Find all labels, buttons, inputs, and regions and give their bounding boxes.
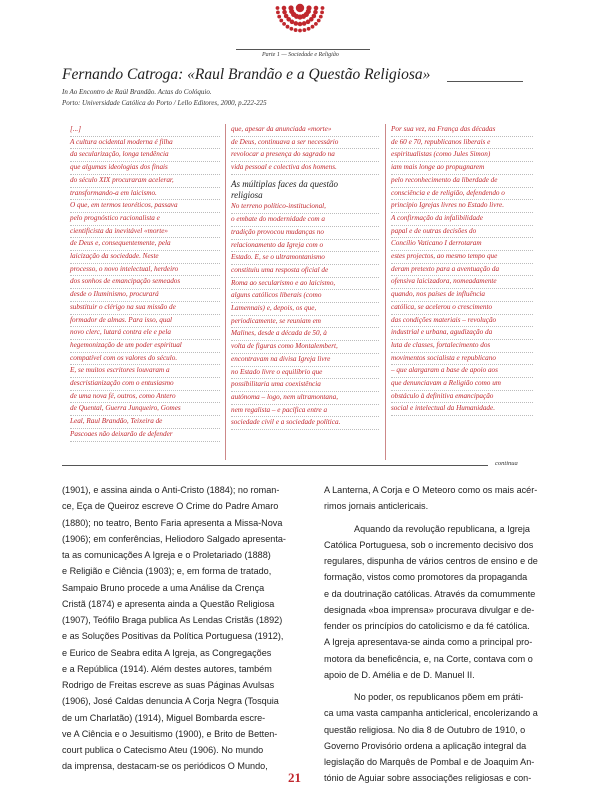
- excerpt-line: católica, se acelerou o crescimento: [391, 302, 533, 315]
- column-divider: [225, 124, 226, 460]
- excerpt-line: substituir o clérigo na sua missão de: [70, 302, 220, 315]
- excerpt-line: Concílio Vaticano I derrotaram: [391, 238, 533, 251]
- body-line: Cristã (1874) e apresenta ainda a Questão Religiosa: [62, 598, 275, 609]
- excerpt-line: compatível com os valores do século.: [70, 353, 220, 366]
- logo-dot: [314, 22, 318, 26]
- body-line: A Lanterna, A Corja e O Meteoro como os mais acér-: [324, 485, 538, 495]
- body-line: e da doutrinação católicas. Através da comummente: [324, 588, 536, 599]
- excerpt-line: Malines, desde a década de 50, à: [231, 328, 379, 341]
- logo-dot: [282, 6, 287, 11]
- body-line: ta as comunicações A Igreja e o Proletariado (1888): [62, 550, 271, 560]
- excerpt-line: constituiu uma resposta oficial de: [231, 265, 379, 278]
- excerpt-line: no Estado livre o equilíbrio que: [231, 367, 379, 380]
- body-line: ce, Eça de Queiroz escreve O Crime do Padre Amaro: [62, 501, 279, 512]
- body-line: (1906); em conferências, Heliodoro Salgado apresenta-: [62, 533, 286, 544]
- excerpt-line: que denunciavam a Religião como um: [391, 378, 533, 391]
- excerpt-line: vida pessoal e colectiva dos homens.: [231, 162, 379, 175]
- excerpt-line: de Deus, continuava a ser necessário: [231, 137, 379, 150]
- excerpt-line: desde o Iluminismo, procurará: [70, 289, 220, 302]
- logo-dot: [320, 10, 324, 14]
- body-line: No poder, os republicanos põem em práti-: [354, 692, 524, 702]
- excerpt-line: nem regalista – e pacífica entre a: [231, 405, 379, 418]
- excerpt-line: de Quental, Guerra Junqueiro, Gomes: [70, 403, 220, 416]
- excerpt-line: autónoma – logo, nem ultramontana,: [231, 392, 379, 405]
- body-line: e a República (1914). Além destes autores, também: [62, 663, 272, 674]
- excerpt-line: descristianização com o entusiasmo: [70, 378, 220, 391]
- excerpt-line: E, se muitos escritores louvaram a: [70, 365, 220, 378]
- logo-dot: [286, 25, 290, 29]
- excerpt-line: social e intelectual da Humanidade.: [391, 403, 533, 416]
- source-line: In Ao Encontro de Raúl Brandão. Actas do Colóquio.: [62, 88, 212, 96]
- body-line: e as Soluções Positivas da Política Portuguesa (1912),: [62, 631, 284, 642]
- logo-dot: [302, 28, 306, 32]
- excerpt-line: deram pretexto para a aventuação da: [391, 264, 533, 277]
- column-divider: [385, 124, 386, 460]
- body-line: regulares, dispunha de vários centros de ensino e de: [324, 556, 538, 566]
- excerpt-line: Leal, Raul Brandão, Teixeira de: [70, 416, 220, 429]
- excerpt-line: que, apesar da anunciada «morte»: [231, 124, 379, 137]
- excerpt-line: o embate do modernidade com a: [231, 214, 379, 227]
- excerpt-line: estes projectos, ao mesmo tempo que: [391, 251, 533, 264]
- excerpt-line: A confirmação da infalibilidade: [391, 213, 533, 226]
- excerpt-line: Pascoaes não deixarão de defender: [70, 429, 220, 442]
- excerpt-column-3: [391, 124, 533, 416]
- body-line: Rodrigo de Freitas escreve as suas Páginas Avulsas: [62, 680, 275, 690]
- body-line: (1880); no teatro, Bento Faria apresenta a Missa-Nova: [62, 517, 283, 528]
- excerpt-line: sociedade civil e a sociedade política.: [231, 417, 379, 430]
- excerpt-line: luta de classes, fortalecimento dos: [391, 340, 533, 353]
- excerpt-line: [...]: [70, 124, 220, 137]
- excerpt-line: relacionamento da Igreja com o: [231, 240, 379, 253]
- body-line: (1906), José Caldas denuncia A Corja Negra (Tosquia: [62, 696, 279, 707]
- logo-dot: [311, 25, 315, 29]
- excerpt-line: de uma nova fé, outros, como Antero: [70, 391, 220, 404]
- logo-dot: [314, 6, 319, 11]
- logo-dot: [282, 22, 286, 26]
- body-line: motora da beneficência, e, na Corte, contava com o: [324, 653, 533, 664]
- excerpt-line: papal e de outras decisões do: [391, 226, 533, 239]
- excerpt-line: revolocar a presença do sagrado na: [231, 149, 379, 162]
- logo-dot: [288, 5, 293, 10]
- excerpt-line: encontravam na divisa Igreja livre: [231, 354, 379, 367]
- body-line: e Eurico de Seabra edita A Igreja, as Congregações: [62, 647, 272, 658]
- body-line: formação, vistos como promotores da propaganda: [324, 572, 528, 583]
- logo-dot: [317, 19, 321, 23]
- excerpt-line: ofensiva laicizadora, nomeadamente: [391, 276, 533, 289]
- logo-dot: [277, 15, 281, 19]
- excerpt-column-1: [70, 124, 220, 442]
- body-line: ca uma vasta campanha anticlerical, encolerizando a: [324, 708, 538, 719]
- excerpt-line: princípio Igrejas livres no Estado livre.: [391, 200, 533, 213]
- body-line: tónio de Aguiar sobre associações religiosas e con-: [324, 773, 532, 784]
- body-line: legislação do Marquês de Pombal e de Joaquim An-: [324, 757, 535, 767]
- excerpt-line: – que alargaram a base de apoio aos: [391, 365, 533, 378]
- body-line: e Religião e Ciência (1903); e, em forma de tratado,: [62, 566, 272, 577]
- excerpt-line: Roma ao secularismo e ao laicismo,: [231, 278, 379, 291]
- body-line: (1907), Teófilo Braga publica As Lendas Cristãs (1892): [62, 615, 283, 625]
- excerpt-line: Por sua vez, na França das décadas: [391, 124, 533, 137]
- page-number: 21: [288, 770, 301, 785]
- excerpt-column-2: [231, 124, 379, 430]
- excerpt-line: pelo reconhecimento da liberdade de: [391, 175, 533, 188]
- excerpt-line: consciência e de religião, defendendo o: [391, 188, 533, 201]
- body-line: Governo Provisório ordena a aplicação integral da: [324, 740, 527, 751]
- excerpt-line: alguns católicos liberais (como: [231, 290, 379, 303]
- excerpt-line: das condições materiais – revolução: [391, 315, 533, 328]
- source-line: Porto: Universidade Católica do Porto / Lello Editores, 2000, p.222-225: [62, 99, 267, 107]
- excerpt-line: processo, o novo intelectual, herdeiro: [70, 264, 220, 277]
- excerpt-line: Estado. E, se o ultramontanismo: [231, 252, 379, 265]
- body-line: rimos jornais anticlericais.: [324, 501, 429, 512]
- body-line: de um Charlatão) (1914), Miguel Bombarda escre-: [62, 712, 266, 723]
- excerpt-line: espiritualistas (como Jules Simon): [391, 149, 533, 162]
- body-line: apoio de D. Amélia e de D. Manuel II.: [324, 669, 475, 680]
- article-title: Fernando Catroga: «Raul Brandão e a Questão Religiosa»: [62, 66, 431, 83]
- excerpt-line: da secularização, longa tendência: [70, 149, 220, 162]
- excerpt-line: industrial e urbana, agudização da: [391, 327, 533, 340]
- excerpt-line: cientificista da inevitável «morte»: [70, 226, 220, 239]
- excerpt-line: movimentos socialista e republicano: [391, 353, 533, 366]
- body-line: designada «boa imprensa» procurava divulgar e de-: [324, 604, 535, 615]
- logo-dot: [298, 22, 303, 27]
- logo-dot: [289, 27, 293, 31]
- excerpt-line: iam mais longe ao propugnarem: [391, 162, 533, 175]
- excerpt-line: pelo prognóstico racionalista e: [70, 213, 220, 226]
- body-line: fender os princípios do catolicismo e da fé católica.: [324, 621, 530, 631]
- excerpt-line: O que, em termos teoréticos, passava: [70, 200, 220, 213]
- excerpt-line: novo clerc, lutará contra ele e pela: [70, 327, 220, 340]
- excerpt-line: tradição provocou mudanças no: [231, 227, 379, 240]
- excerpt-line: de 60 e 70, republicanos liberais e: [391, 137, 533, 150]
- excerpt-line: de Deus e, consequentemente, pela: [70, 238, 220, 251]
- excerpt-line: hegemonização de um poder espiritual: [70, 340, 220, 353]
- red-dots-logo: [270, 0, 330, 50]
- section-rule: [236, 49, 370, 50]
- body-line: Aquando da revolução republicana, a Igreja: [354, 523, 530, 534]
- logo-dot: [276, 6, 280, 10]
- excerpt-line: volta de figuras como Montalembert,: [231, 341, 379, 354]
- body-line: (1901), e assina ainda o Anti-Cristo (1884); no roman-: [62, 485, 280, 495]
- body-line: A Igreja apresentava-se ainda como a principal pro-: [324, 637, 533, 648]
- excerpt-line: A cultura ocidental moderna é filha: [70, 137, 220, 150]
- logo-dot: [302, 21, 307, 26]
- body-column-2: [324, 482, 556, 787]
- continua-rule: [62, 465, 488, 466]
- body-line: Católica Portuguesa, sob o incremento decisivo dos: [324, 539, 534, 550]
- logo-dot: [319, 15, 323, 19]
- excerpt-line: transformando-a em laicismo.: [70, 188, 220, 201]
- excerpt-line: laicização da sociedade. Neste: [70, 251, 220, 264]
- body-line: Sampaio Bruno procede a uma Análise da Crença: [62, 582, 265, 593]
- body-line: ve A Ciência e o Jesuitismo (1900), e Brito de Betten-: [62, 728, 278, 739]
- body-line: da imprensa, destacam-se os periódicos O Mundo,: [62, 761, 268, 772]
- excerpt-line: quando, nos países de influência: [391, 289, 533, 302]
- excerpt-line: periodicamente, se reuniam em: [231, 316, 379, 329]
- excerpt-line: possibilitaria uma coexistência: [231, 379, 379, 392]
- excerpt-line: dos sonhos de emancipação semeados: [70, 276, 220, 289]
- logo-dot: [282, 10, 287, 15]
- excerpt-line: formador de almas. Para isso, qual: [70, 315, 220, 328]
- logo-dot: [321, 6, 325, 10]
- excerpt-line: do século XIX procuraram acelerar,: [70, 175, 220, 188]
- logo-dot: [276, 10, 280, 14]
- body-column-1: [62, 482, 304, 775]
- logo-dot: [307, 27, 311, 31]
- excerpt-line: obstáculo à definitiva emancipação: [391, 391, 533, 404]
- excerpt-line: No terreno político-institucional,: [231, 201, 379, 214]
- excerpt-line: Lamennais) e, depois, os que,: [231, 303, 379, 316]
- logo-dot: [279, 19, 283, 23]
- body-line: court publica o Catecismo Ateu (1906). No mundo: [62, 745, 264, 755]
- logo-dot: [294, 28, 298, 32]
- excerpt-subheading: As múltiplas faces da questão: [231, 178, 338, 189]
- excerpt-subheading: religiosa: [231, 190, 263, 201]
- body-line: questão religiosa. No dia 8 de Outubro de 1910, o: [324, 724, 526, 735]
- title-rule: [447, 81, 523, 82]
- logo-dot: [296, 4, 304, 12]
- excerpt-line: que algumas ideologias dos finais: [70, 162, 220, 175]
- section-label: Parte 1 — Sociedade e Religião: [262, 52, 339, 58]
- continua-label: continua: [495, 460, 518, 467]
- logo-dot: [298, 29, 302, 33]
